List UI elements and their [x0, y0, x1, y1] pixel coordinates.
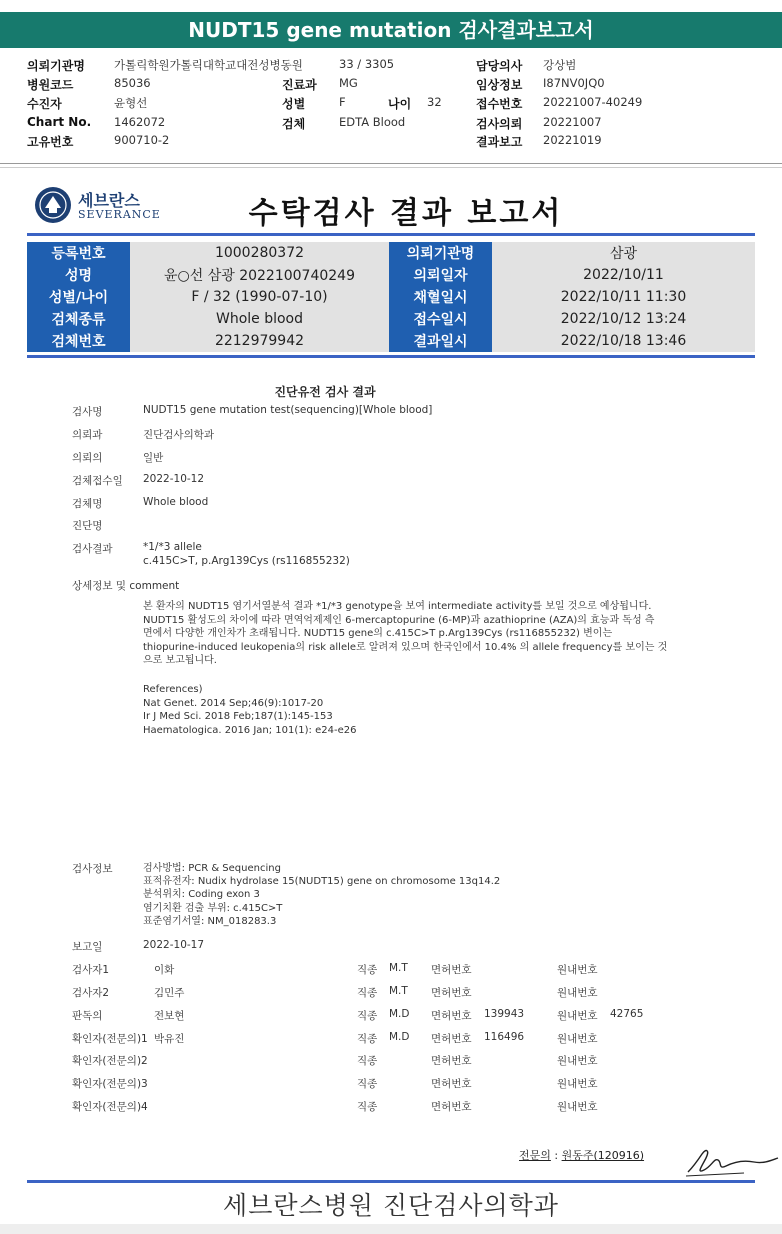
reference-line: Nat Genet. 2014 Sep;46(9):1017-20: [143, 697, 324, 709]
table-row: [27, 330, 755, 352]
section-title: 진단유전 검사 결과: [274, 385, 376, 399]
staff-license-label: 면허번호: [431, 987, 472, 999]
header-label: 의뢰기관명: [27, 59, 85, 73]
footer-rule: [27, 1180, 755, 1183]
header-label: 검사의뢰: [476, 117, 523, 131]
staff-position-label: 직종: [357, 1010, 378, 1022]
field-value: 진단검사의학과: [143, 429, 215, 441]
staff-license-label: 면허번호: [431, 1078, 472, 1090]
staff-role: 확인자(전문의)2: [72, 1055, 148, 1067]
info-key: 채혈일시: [389, 286, 492, 308]
comment-line: 본 환자의 NUDT15 염기서열분석 결과 *1/*3 genotype을 보여 intermediate activity를 보일 것으로 예상됩니다.: [143, 601, 652, 612]
info-key: 의뢰기관명: [389, 242, 492, 264]
info-value: 2022/10/18 13:46: [492, 330, 755, 352]
bottom-bar: [0, 1224, 782, 1234]
footer-department: 세브란스병원 진단검사의학과: [223, 1191, 559, 1220]
staff-internal-label: 원내번호: [557, 964, 598, 976]
header-divider: [0, 163, 782, 164]
field-value: 2022-10-12: [143, 473, 205, 485]
header-value: 1462072: [114, 115, 166, 129]
staff-role: 판독의: [72, 1010, 103, 1022]
comment-label: 상세정보 및 comment: [72, 580, 180, 592]
info-value: Whole blood: [130, 308, 389, 330]
contact-label: 전문의: [519, 1149, 551, 1162]
header-label: 수진자: [27, 97, 62, 111]
info-value: 2022/10/11 11:30: [492, 286, 755, 308]
staff-role: 검사자1: [72, 964, 110, 976]
test-info-line: 표적유전자: Nudix hydrolase 15(NUDT15) gene on chromosome 13q14.2: [143, 876, 501, 888]
contact-name: 원동주(120916): [561, 1149, 645, 1162]
info-key: 성명: [27, 264, 130, 286]
field-label: 검체명: [72, 498, 103, 510]
header-label: 병원코드: [27, 78, 74, 92]
info-value: 2212979942: [130, 330, 389, 352]
staff-name: 김민주: [154, 987, 185, 999]
header-label: Chart No.: [27, 115, 92, 129]
header-label: 나이: [388, 97, 412, 111]
field-label: 의뢰의: [72, 452, 103, 464]
header-value: 가톨릭학원가톨릭대학교대전성병동원: [114, 58, 303, 72]
test-info-line: 표준염기서열: NM_018283.3: [143, 915, 277, 927]
staff-position-label: 직종: [357, 1033, 378, 1045]
header-value: 33 / 3305: [339, 57, 395, 71]
header-value: 85036: [114, 76, 151, 90]
staff-name: 이화: [154, 964, 175, 976]
table-bottom-rule: [27, 355, 755, 358]
info-key: 검체종류: [27, 308, 130, 330]
reference-line: References): [143, 684, 203, 695]
staff-license: 139943: [484, 1008, 525, 1020]
header-value: 900710-2: [114, 133, 170, 147]
staff-internal-label: 원내번호: [557, 1010, 598, 1022]
info-key: 성별/나이: [27, 286, 130, 308]
field-label: 의뢰과: [72, 429, 103, 441]
staff-license: 116496: [484, 1031, 525, 1043]
header-label: 검체: [282, 117, 306, 131]
info-key: 결과일시: [389, 330, 492, 352]
staff-role: 검사자2: [72, 987, 110, 999]
references: [143, 683, 356, 737]
contact-sep: :: [550, 1149, 562, 1162]
field-value: Whole blood: [143, 496, 209, 508]
info-table: [27, 242, 755, 352]
staff-position-label: 직종: [357, 1078, 378, 1090]
specialist-contact: [519, 1147, 644, 1163]
comment-body: [143, 600, 667, 668]
reference-line: Haematologica. 2016 Jan; 101(1): e24-e26: [143, 724, 357, 736]
header-label: 임상정보: [476, 78, 523, 92]
header-value: 윤형선: [114, 96, 148, 110]
staff-license-label: 면허번호: [431, 1101, 472, 1113]
comment-line: 면에서 다양한 개인차가 초래됩니다. NUDT15 gene의 c.415C>T p.Arg139Cys (rs116855232) 변이는: [143, 628, 613, 639]
table-row: [27, 264, 755, 286]
info-value: 1000280372: [130, 242, 389, 264]
table-row: [27, 286, 755, 308]
staff-internal-label: 원내번호: [557, 1101, 598, 1113]
field-label: 검사명: [72, 406, 103, 418]
logo-english: SEVERANCE: [78, 208, 161, 221]
staff-license-label: 면허번호: [431, 1033, 472, 1045]
top-rule: [27, 233, 755, 236]
table-row: [27, 242, 755, 264]
header-value: 20221007-40249: [543, 95, 643, 109]
staff-position: M.T: [389, 985, 408, 997]
header-info: [0, 52, 782, 164]
staff-name: 박유진: [154, 1033, 185, 1045]
test-info-line: 분석위치: Coding exon 3: [143, 889, 260, 901]
header-label: 접수번호: [476, 97, 523, 111]
field-label: 검체접수일: [72, 475, 123, 487]
result-variant: c.415C>T, p.Arg139Cys (rs116855232): [143, 555, 350, 567]
logo-korean: 세브란스: [78, 191, 140, 210]
staff-role: 확인자(전문의)4: [72, 1101, 148, 1113]
header-label: 담당의사: [476, 59, 523, 73]
header-value: 강상범: [543, 58, 577, 72]
info-key: 의뢰일자: [389, 264, 492, 286]
header-value: F: [339, 95, 346, 109]
staff-position-label: 직종: [357, 987, 378, 999]
report-heading: 수탁검사 결과 보고서: [248, 196, 564, 231]
staff-position-label: 직종: [357, 964, 378, 976]
staff-internal-label: 원내번호: [557, 1033, 598, 1045]
field-value: 일반: [143, 452, 164, 464]
comment-line: NUDT15 활성도의 차이에 따라 면역억제제인 6-mercaptopurine (6-MP)과 azathioprine (AZA)의 효능과 독성 측: [143, 614, 655, 626]
field-value: NUDT15 gene mutation test(sequencing)[Whole blood]: [143, 404, 433, 416]
staff-license-label: 면허번호: [431, 964, 472, 976]
comment-line: 으로 보고됩니다.: [143, 655, 217, 666]
test-info-line: 검사방법: PCR & Sequencing: [143, 863, 281, 874]
report-date-label: 보고일: [72, 941, 103, 953]
header-value: MG: [339, 76, 358, 90]
info-value: 2022/10/11: [492, 264, 755, 286]
result-allele: *1/*3 allele: [143, 541, 202, 553]
header-value: EDTA Blood: [339, 115, 406, 129]
report-title-bar: NUDT15 gene mutation 검사결과보고서: [0, 12, 782, 48]
header-value: 32: [427, 95, 442, 109]
info-value: F / 32 (1990-07-10): [130, 286, 389, 308]
staff-position-label: 직종: [357, 1101, 378, 1113]
reference-line: Ir J Med Sci. 2018 Feb;187(1):145-153: [143, 711, 333, 722]
report-date-value: 2022-10-17: [143, 939, 205, 951]
staff-role: 확인자(전문의)3: [72, 1078, 148, 1090]
staff-internal-label: 원내번호: [557, 1055, 598, 1067]
staff-position: M.T: [389, 962, 408, 974]
test-info-label: 검사정보: [72, 863, 113, 875]
header-divider: [0, 167, 782, 168]
result-label: 검사결과: [72, 543, 113, 555]
comment-line: thiopurine-induced leukopenia의 risk allele로 알려져 있으며 한국인에서 10.4% 의 allele frequency를 보이는 것: [143, 641, 668, 653]
header-label: 결과보고: [476, 135, 523, 149]
staff-position: M.D: [389, 1031, 410, 1043]
staff-license-label: 면허번호: [431, 1055, 472, 1067]
info-value: 삼광: [492, 242, 755, 264]
header-value: 20221007: [543, 115, 602, 129]
info-value: 2022/10/12 13:24: [492, 308, 755, 330]
info-key: 등록번호: [27, 242, 130, 264]
header-label: 성별: [282, 97, 306, 111]
field-label: 진단명: [72, 520, 103, 532]
header-label: 진료과: [282, 78, 317, 92]
info-key: 접수일시: [389, 308, 492, 330]
signature-icon: [684, 1140, 780, 1180]
staff-internal-label: 원내번호: [557, 987, 598, 999]
header-value: 20221019: [543, 133, 602, 147]
staff-license-label: 면허번호: [431, 1010, 472, 1022]
staff-position: M.D: [389, 1008, 410, 1020]
info-key: 검체번호: [27, 330, 130, 352]
info-value: 윤○선 삼광 2022100740249: [130, 264, 389, 286]
test-info-line: 염기치환 검출 부위: c.415C>T: [143, 902, 283, 914]
test-info-body: [143, 862, 500, 928]
header-value: I87NV0JQ0: [543, 76, 605, 90]
staff-name: 전보현: [154, 1010, 185, 1022]
staff-internal: 42765: [610, 1008, 644, 1020]
staff-position-label: 직종: [357, 1055, 378, 1067]
table-row: [27, 308, 755, 330]
staff-role: 확인자(전문의)1: [72, 1033, 148, 1045]
staff-internal-label: 원내번호: [557, 1078, 598, 1090]
header-label: 고유번호: [27, 135, 74, 149]
